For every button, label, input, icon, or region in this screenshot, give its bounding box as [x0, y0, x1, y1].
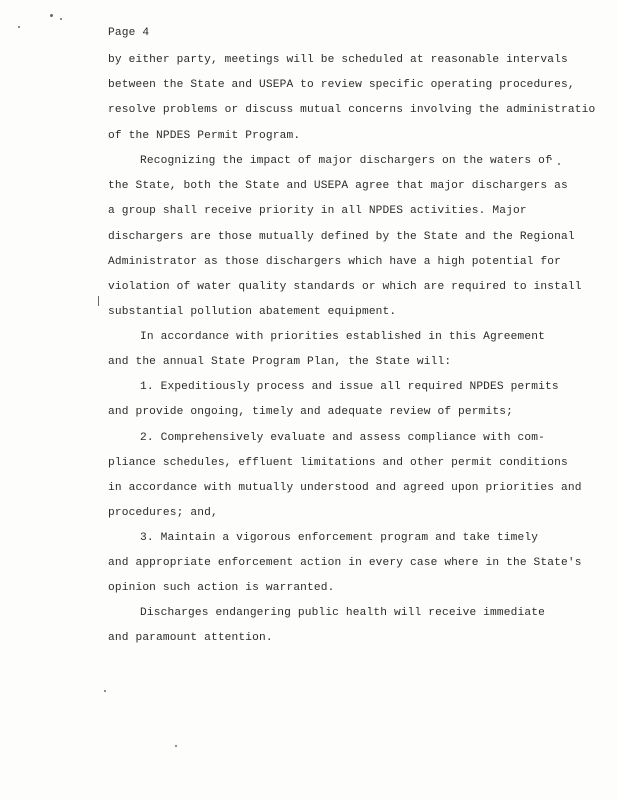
- text-line: a group shall receive priority in all NPDES activities. Major: [108, 205, 527, 217]
- scan-speck: [60, 18, 62, 20]
- text-line: and the annual State Program Plan, the State will:: [108, 356, 452, 368]
- text-line: and appropriate enforcement action in every case where in the State's: [108, 557, 582, 569]
- scan-speck: [50, 14, 53, 17]
- text-line: of the NPDES Permit Program.: [108, 130, 301, 142]
- text-line: violation of water quality standards or which are required to install: [108, 281, 582, 293]
- text-line: dischargers are those mutually defined by the State and the Regional: [108, 231, 575, 243]
- scan-speck: [104, 690, 106, 692]
- text-line: in accordance with mutually understood and agreed upon priorities and: [108, 482, 582, 494]
- numbered-item-line: 1. Expeditiously process and issue all required NPDES permits: [140, 381, 559, 393]
- text-line: resolve problems or discuss mutual concerns involving the administratio: [108, 104, 596, 116]
- scan-speck: [558, 163, 560, 165]
- text-line: and provide ongoing, timely and adequate review of permits;: [108, 406, 513, 418]
- text-line: pliance schedules, effluent limitations and other permit conditions: [108, 457, 568, 469]
- text-line: procedures; and,: [108, 507, 218, 519]
- text-line: between the State and USEPA to review specific operating procedures,: [108, 79, 575, 91]
- text-line: Administrator as those dischargers which have a high potential for: [108, 256, 561, 268]
- numbered-item-line: 2. Comprehensively evaluate and assess compliance with com-: [140, 432, 545, 444]
- text-line: the State, both the State and USEPA agree that major dischargers as: [108, 180, 568, 192]
- scan-speck: [98, 296, 99, 306]
- text-line: substantial pollution abatement equipment.: [108, 306, 397, 318]
- scan-speck: [175, 745, 177, 747]
- text-line: Recognizing the impact of major dischargers on the waters of: [140, 155, 552, 167]
- text-line: and paramount attention.: [108, 632, 273, 644]
- text-line: by either party, meetings will be scheduled at reasonable intervals: [108, 54, 568, 66]
- text-line: opinion such action is warranted.: [108, 582, 335, 594]
- text-line: Discharges endangering public health will receive immediate: [140, 607, 545, 619]
- numbered-item-line: 3. Maintain a vigorous enforcement program and take timely: [140, 532, 539, 544]
- text-line: In accordance with priorities established in this Agreement: [140, 331, 545, 343]
- page-number: Page 4: [108, 27, 150, 39]
- scan-speck: [18, 26, 20, 28]
